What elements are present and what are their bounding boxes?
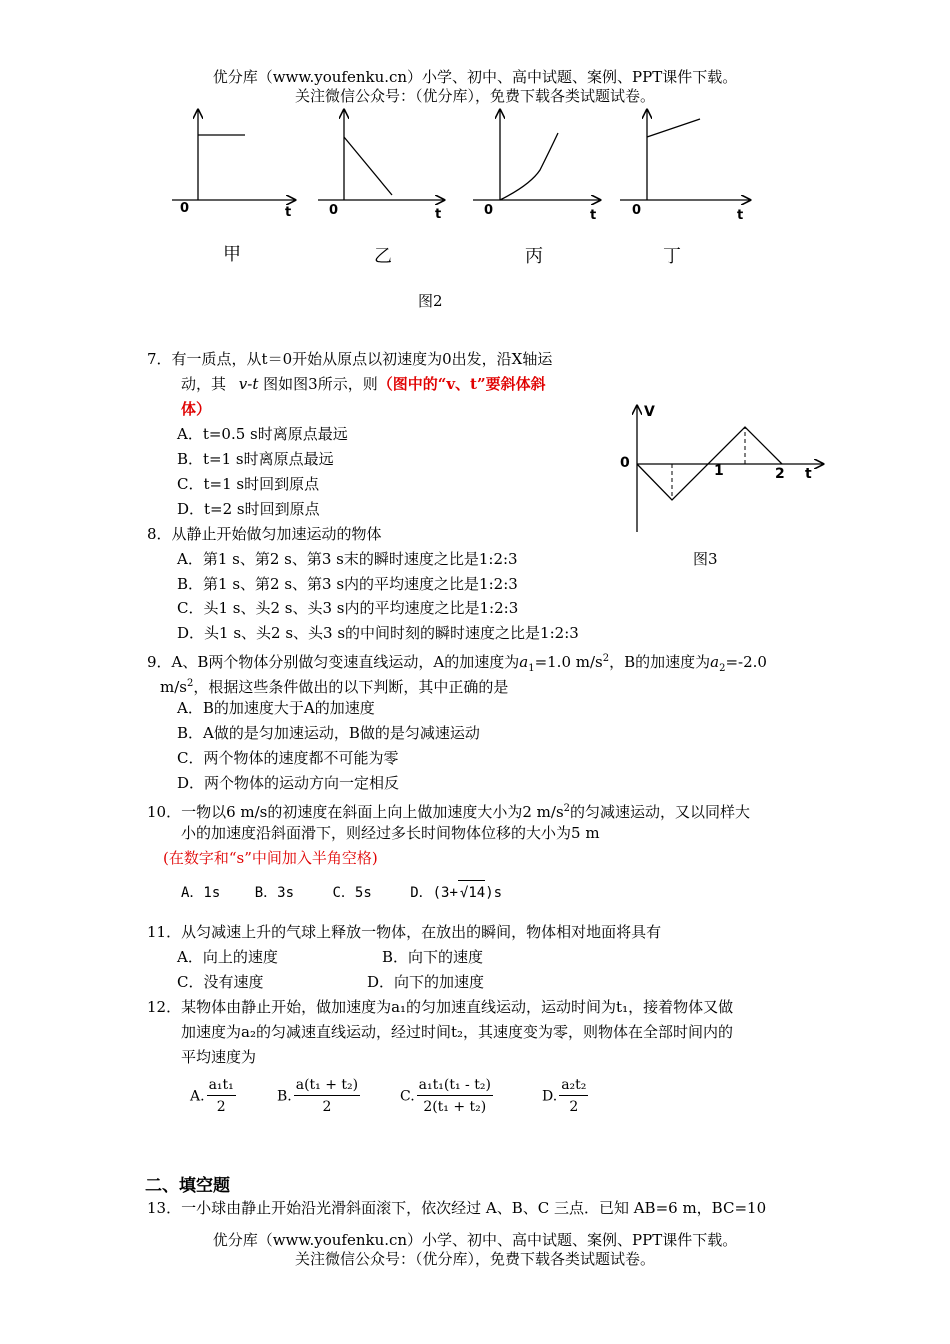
q10-option-c: C．5s <box>332 885 372 901</box>
figure-3-caption: 图3 <box>693 550 718 568</box>
q10-opt-d-post: )s <box>485 885 503 901</box>
yi-origin: 0 <box>329 203 339 218</box>
label-jia: 甲 <box>223 244 241 265</box>
jia-origin: 0 <box>180 201 190 216</box>
q9-a2-sub: 2 <box>719 663 726 674</box>
figure-2-caption: 图2 <box>418 292 443 310</box>
q11-option-d: D．向下的加速度 <box>367 973 485 991</box>
q12-option-d <box>542 1075 590 1118</box>
q12-line3: 平均速度为 <box>181 1048 257 1066</box>
header-line-1: 优分库（www.youfenku.cn）小学、初中、高中试题、案例、PPT课件下载。 <box>212 68 738 86</box>
q9-option-a: A．B的加速度大于A的加速度 <box>177 699 375 717</box>
q8-option-d: D．头1 s、头2 s、头3 s的中间时刻的瞬时速度之比是1:2:3 <box>177 624 579 642</box>
q12-opt-c-num: a₁t₁(t₁ - t₂) <box>417 1075 493 1096</box>
figure-2-graphs <box>160 105 760 230</box>
q10-line1b: 的匀减速运动，又以同样大 <box>570 803 751 821</box>
q10-opt-d-pre: D．(3+ <box>410 885 458 901</box>
label-ding: 丁 <box>663 246 681 267</box>
q9-stem-a: 9．A、B两个物体分别做匀变速直线运动，A的加速度为 <box>147 653 520 671</box>
q9-a1: a <box>519 653 529 671</box>
q10-option-d <box>410 885 502 901</box>
q7-vt: v-t <box>238 375 259 393</box>
q12-option-a <box>190 1075 238 1118</box>
q9-a2: a <box>710 653 720 671</box>
ding-line <box>647 119 700 137</box>
q12-option-c <box>400 1075 495 1118</box>
q12-opt-d-num: a₂t₂ <box>559 1075 588 1096</box>
q11-option-b: B．向下的速度 <box>382 948 484 966</box>
yi-line <box>344 137 392 195</box>
q12-opt-a-frac <box>207 1075 236 1118</box>
q9-option-c: C．两个物体的速度都不可能为零 <box>177 749 399 767</box>
ding-origin: 0 <box>632 203 642 218</box>
q12-opt-a-num: a₁t₁ <box>207 1075 236 1096</box>
q9-option-b: B．A做的是匀加速运动，B做的是匀减速运动 <box>177 724 480 742</box>
section-2-title: 二、填空题 <box>145 1176 230 1196</box>
bing-t: t <box>590 208 597 223</box>
q7-option-c: C．t=1 s时回到原点 <box>177 475 320 493</box>
q7-option-a: A．t=0.5 s时离原点最远 <box>177 425 348 443</box>
q10-sq: 2 <box>563 803 571 814</box>
q12-option-b <box>277 1075 362 1118</box>
q9-mid: ，B的加速度为 <box>609 653 711 671</box>
q10-option-b: B．3s <box>254 885 295 901</box>
fig3-v-label: V <box>644 404 655 420</box>
q9-line2-rest: ，根据这些条件做出的以下判断，其中正确的是 <box>193 678 509 696</box>
label-yi: 乙 <box>374 246 392 267</box>
bing-origin: 0 <box>484 203 494 218</box>
q11-option-c: C．没有速度 <box>177 973 264 991</box>
q12-opt-c-den: 2(t₁ + t₂) <box>423 1099 487 1115</box>
q9-unit: m/s <box>160 678 187 696</box>
q12-opt-c-label: C. <box>400 1088 415 1105</box>
q10-opt-d-rad: 14 <box>468 885 486 901</box>
q7-note-a: （图中的“v、t”要斜体斜 <box>377 375 546 393</box>
q9-a1-sub: 1 <box>528 663 535 674</box>
header-line-2: 关注微信公众号：（优分库），免费下载各类试题试卷。 <box>294 87 655 105</box>
fig3-tick-2: 2 <box>775 466 785 482</box>
q12-opt-a-label: A. <box>190 1088 205 1105</box>
graph-ding <box>620 110 750 200</box>
q10-line2: 小的加速度沿斜面滑下，则经过多长时间物体位移的大小为5 m <box>181 824 600 842</box>
graph-yi <box>318 110 444 200</box>
q10-note: (在数字和“s”中间加入半角空格) <box>163 849 378 867</box>
q7-line2 <box>181 372 546 397</box>
footer-line-1: 优分库（www.youfenku.cn）小学、初中、高中试题、案例、PPT课件下载。 <box>212 1231 738 1249</box>
q12-opt-b-num: a(t₁ + t₂) <box>294 1075 360 1096</box>
q8-option-a: A．第1 s、第2 s、第3 s末的瞬时速度之比是1:2:3 <box>177 550 518 568</box>
q7-note-b: 体） <box>181 400 212 418</box>
q12-opt-d-frac <box>559 1075 588 1118</box>
q9-a2-val: =-2.0 <box>725 653 767 671</box>
fig3-origin: 0 <box>620 455 630 471</box>
q8-option-c: C．头1 s、头2 s、头3 s内的平均速度之比是1:2:3 <box>177 599 519 617</box>
yi-t: t <box>435 207 442 222</box>
ding-t: t <box>737 208 744 223</box>
q7-line1: 7．有一质点，从t＝0开始从原点以初速度为0出发，沿X轴运 <box>147 350 553 368</box>
q12-line2: 加速度为a₂的匀减速直线运动，经过时间t₂，其速度变为零，则物体在全部时间内的 <box>181 1023 734 1041</box>
q10-line1a: 10．一物以6 m/s的初速度在斜面上向上做加速度大小为2 m/s <box>147 803 564 821</box>
q9-sq-1: 2 <box>602 653 610 664</box>
q7-line2c: 图如图3所示，则 <box>263 375 378 393</box>
q9-sq-2: 2 <box>186 678 194 689</box>
q8-stem: 8．从静止开始做匀加速运动的物体 <box>147 525 382 543</box>
q12-opt-d-label: D. <box>542 1088 558 1105</box>
fig3-tick-1: 1 <box>714 463 724 479</box>
q12-opt-c-frac <box>417 1075 493 1118</box>
q8-option-b: B．第1 s、第2 s、第3 s内的平均速度之比是1:2:3 <box>177 575 518 593</box>
q10-options <box>181 880 502 906</box>
q13-stem: 13．一小球由静止开始沿光滑斜面滚下，依次经过 A、B、C 三点．已知 AB=6 m，BC=10 <box>147 1199 767 1217</box>
q12-opt-b-label: B. <box>277 1088 292 1105</box>
fig3-t-label: t <box>805 466 812 482</box>
q9-a1-val: =1.0 m/s <box>534 653 603 671</box>
graph-jia <box>172 110 295 200</box>
q10-option-a: A．1s <box>181 885 221 901</box>
footer-line-2: 关注微信公众号：（优分库），免费下载各类试题试卷。 <box>294 1250 655 1268</box>
q12-opt-b-frac <box>294 1075 360 1118</box>
q12-opt-b-den: 2 <box>322 1099 332 1115</box>
q9-option-d: D．两个物体的运动方向一定相反 <box>177 774 400 792</box>
bing-curve <box>500 133 558 200</box>
q10-opt-d-radicand: √14 <box>458 880 485 906</box>
q12-opt-a-den: 2 <box>216 1099 226 1115</box>
q12-opt-d-den: 2 <box>569 1099 579 1115</box>
q11-option-a: A．向上的速度 <box>177 948 278 966</box>
q11-stem: 11．从匀减速上升的气球上释放一物体，在放出的瞬间，物体相对地面将具有 <box>147 923 662 941</box>
q12-line1: 12．某物体由静止开始，做加速度为a₁的匀加速直线运动，运动时间为t₁，接着物体又做 <box>147 998 734 1016</box>
graph-bing <box>473 110 600 200</box>
q7-option-d: D．t=2 s时回到原点 <box>177 500 320 518</box>
q7-line2a: 动，其 <box>181 375 227 393</box>
label-bing: 丙 <box>525 246 543 267</box>
jia-t: t <box>285 205 292 220</box>
q7-option-b: B．t=1 s时离原点最远 <box>177 450 334 468</box>
